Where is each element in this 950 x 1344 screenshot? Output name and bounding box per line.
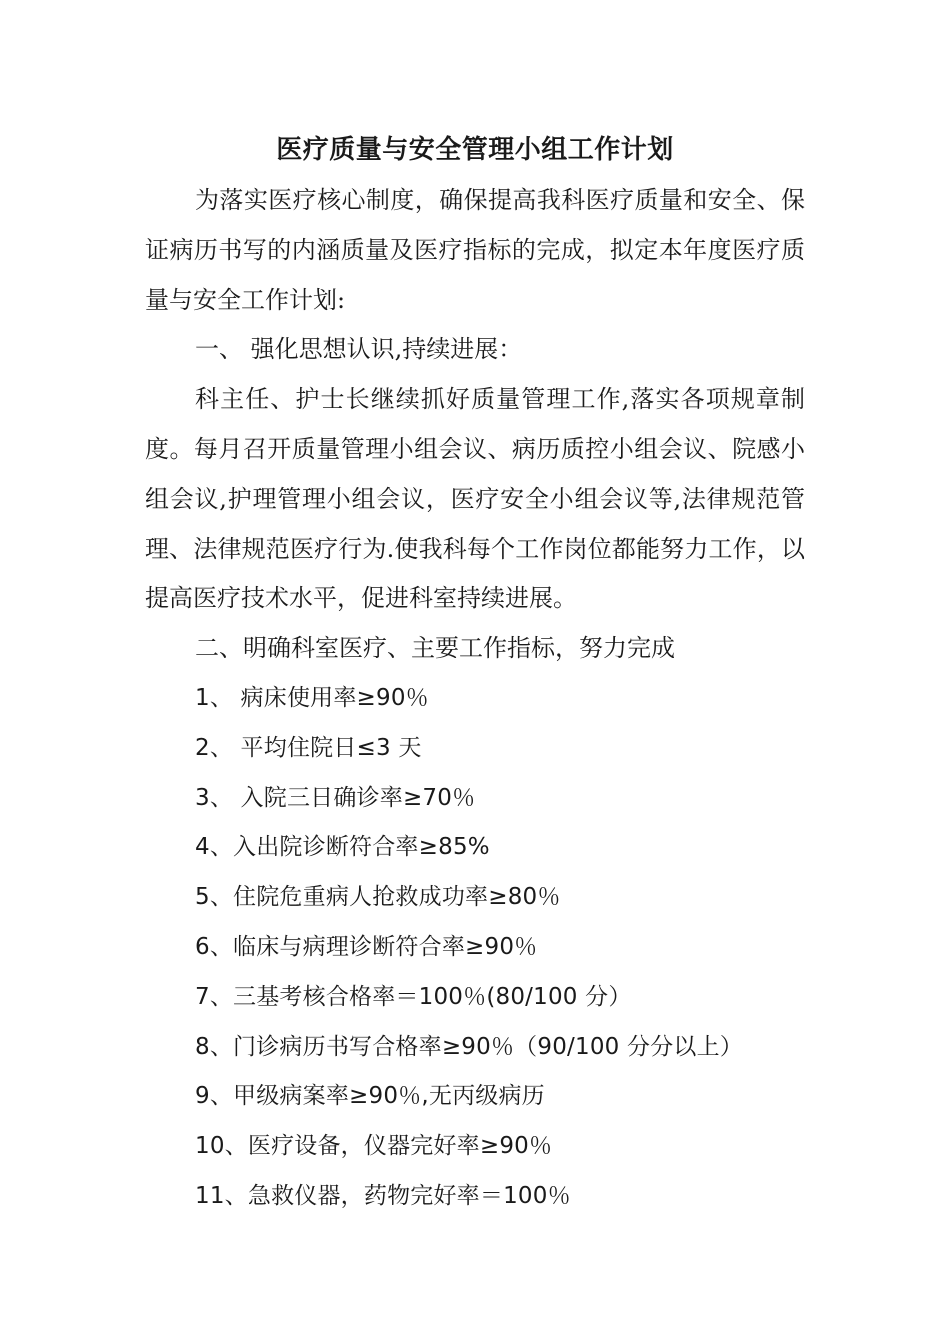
- list-item: 10、医疗设备，仪器完好率≥90％: [195, 1133, 553, 1160]
- list-item: 6、临床与病理诊断符合率≥90％: [195, 933, 538, 960]
- list-item: 5、住院危重病人抢救成功率≥80％: [195, 884, 561, 911]
- list-item: 11、急救仪器，药物完好率＝100％: [195, 1182, 571, 1209]
- section-1-heading: 一、 强化思想认识,持续进展：: [195, 335, 523, 364]
- document-body: [145, 176, 805, 1222]
- list-item: 8、门诊病历书写合格率≥90％（90/100 分分以上）: [195, 1033, 743, 1060]
- section-2-heading: 二、明确科室医疗、主要工作指标，努力完成: [195, 634, 675, 663]
- list-item: 7、三基考核合格率＝100％(80/100 分）: [195, 983, 632, 1010]
- intro-paragraph: 为落实医疗核心制度，确保提高我科医疗质量和安全、保证病历书写的内涵质量及医疗指标的完成，拟定本年度医疗质量与安全工作计划:: [145, 186, 805, 314]
- document-title: 医疗质量与安全管理小组工作计划: [276, 135, 674, 165]
- list-item: 2、 平均住院日≤3 天: [195, 734, 422, 761]
- list-item: 3、 入院三日确诊率≥70％: [195, 784, 476, 811]
- list-item: 9、甲级病案率≥90％,无丙级病历: [195, 1083, 545, 1110]
- list-item: 1、 病床使用率≥90％: [195, 684, 429, 711]
- section-1-paragraph: 科主任、护士长继续抓好质量管理工作,落实各项规章制度。每月召开质量管理小组会议、病历质控小组会议、院感小组会议,护理管理小组会议，医疗安全小组会议等,法律规范管理、法律规范医疗行为.使我科每个工作岗位都能努力工作，以提高医疗技术水平，促进科室持续进展。: [145, 385, 805, 613]
- list-item: 4、入出院诊断符合率≥85%: [195, 834, 490, 861]
